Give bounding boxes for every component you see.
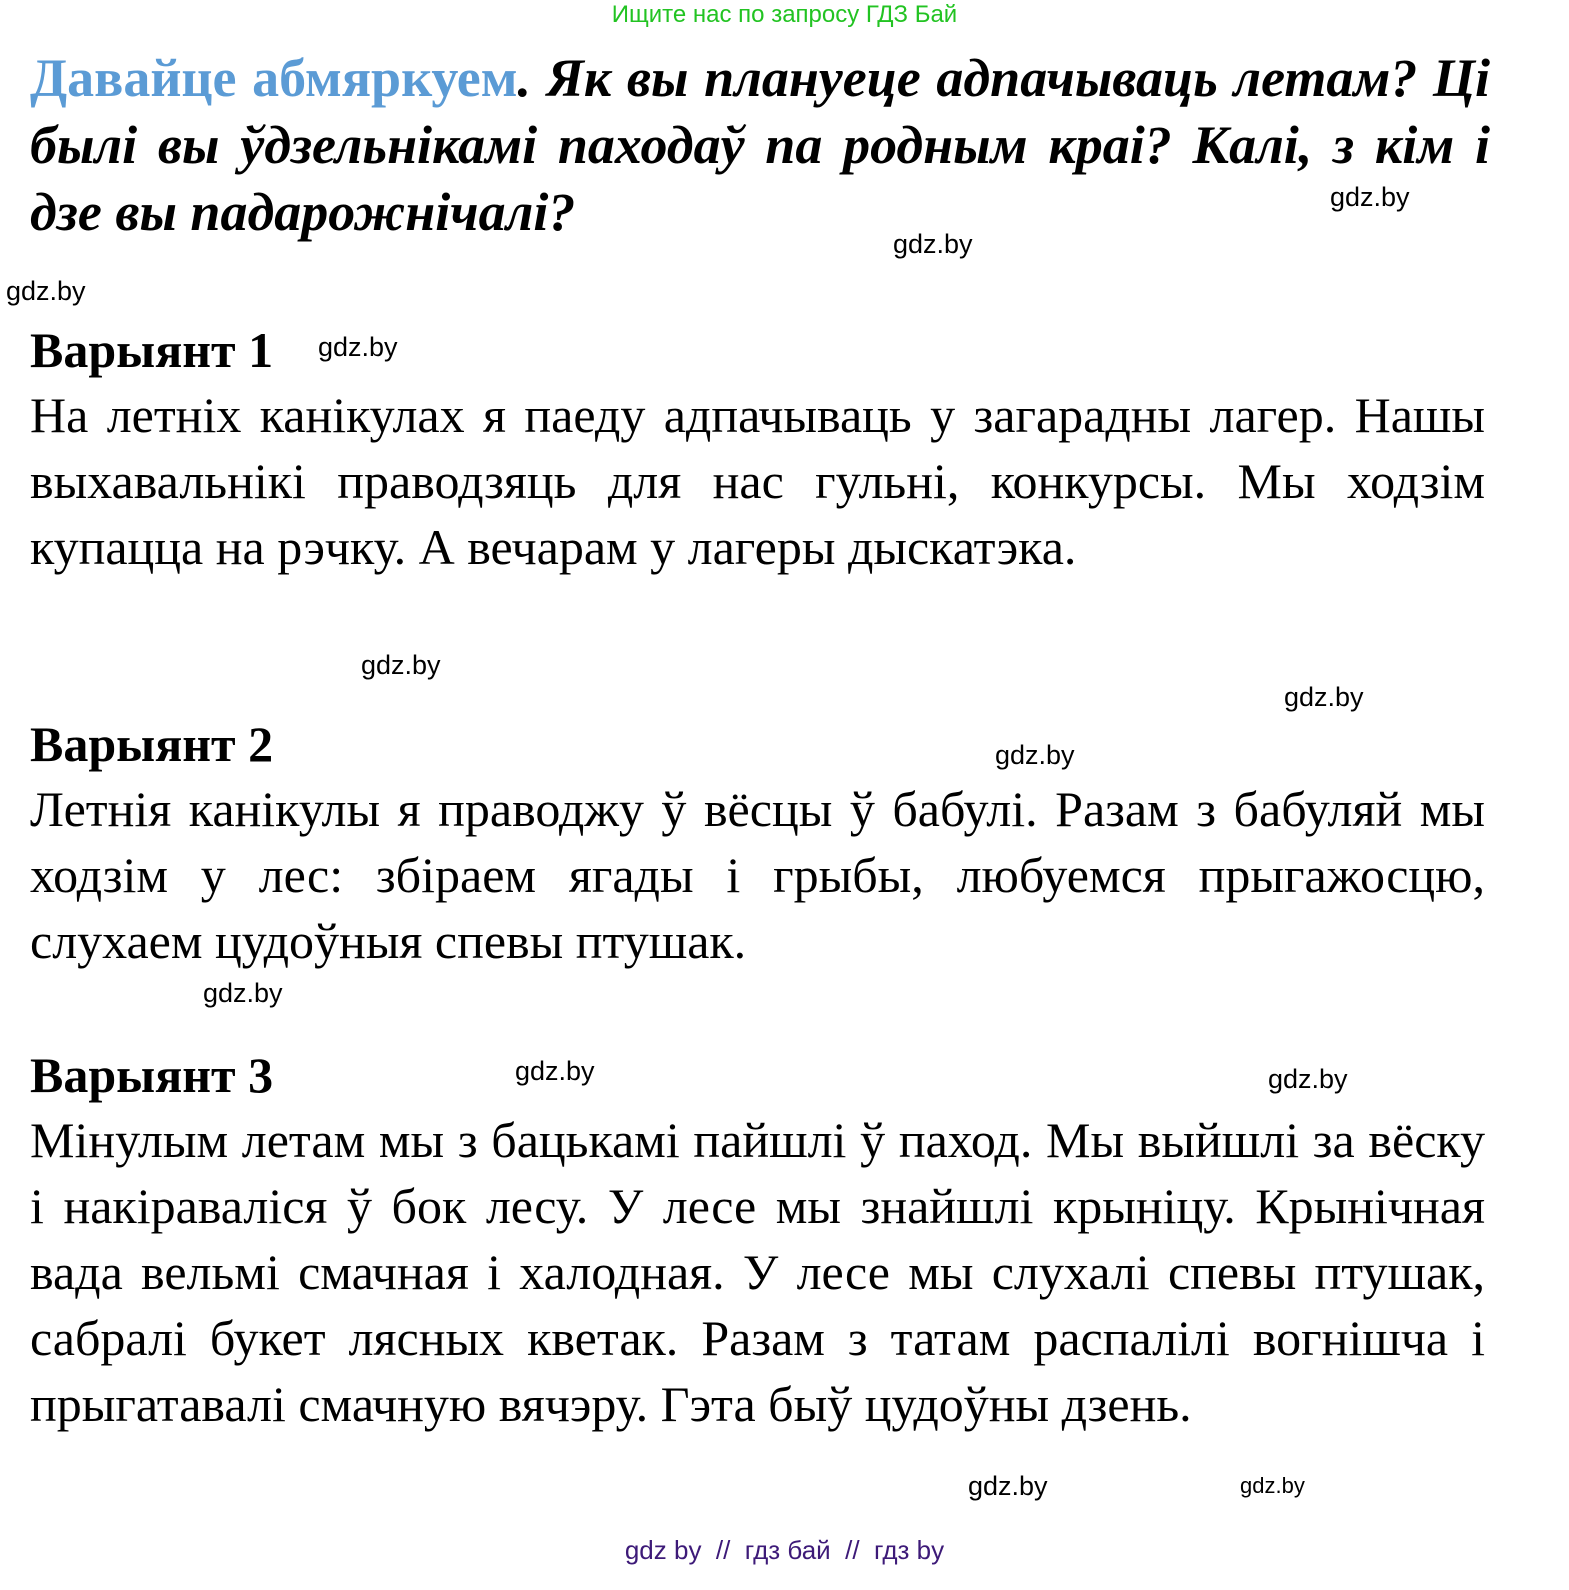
variant-title: Варыянт 1 [30,322,274,378]
variant-text: Летнія канікулы я праводжу ў вёсцы ў бабулі. Разам з бабуляй мы ходзім у лес: збіраем ягады і грыбы, любуемся прыгажосцю, слухаем цудоўныя спевы птушак. [30,781,1485,969]
variant-title: Варыянт 3 [30,1047,274,1103]
variant-2 [30,712,1485,974]
top-banner: Ищите нас по запросу ГДЗ Бай [611,1,958,28]
watermark: gdz.by [1330,182,1410,212]
watermark: gdz.by [893,229,973,259]
watermark: gdz.by [1268,1064,1348,1094]
watermark: gdz.by [6,276,86,306]
watermark: gdz.by [1284,682,1364,712]
watermark: gdz.by [1240,1473,1305,1498]
watermark: gdz.by [361,650,441,680]
watermark: gdz.by [203,978,283,1008]
footer-links: gdz by // гдз бай // гдз by [624,1535,945,1565]
variant-3 [30,1043,1485,1437]
watermark: gdz.by [318,332,398,362]
watermark: gdz.by [995,740,1075,770]
question-text: . Як вы плануеце адпачываць летам? Ці былі вы ўдзельнікамі паходаў па родным краі? Калі, з кім і дзе вы падарожнічалі? [30,48,1490,242]
question-lead: Давайце абмяркуем [30,48,518,108]
watermark: gdz.by [515,1056,595,1086]
variant-text: Мінулым летам мы з бацькамі пайшлі ў паход. Мы выйшлі за вёску і накіраваліся ў бок лесу. У лесе мы знайшлі крыніцу. Крынічная вада вельмі смачная і халодная. У лесе мы слухалі спевы птушак, сабралі букет лясных кветак. Разам з татам распалілі вогнішча і прыгатавалі смачную вячэру. Гэта быў цудоўны дзень. [30,1112,1485,1432]
variant-1 [30,318,1485,580]
variant-title: Варыянт 2 [30,716,274,772]
discussion-question [30,45,1490,246]
variant-text: На летніх канікулах я паеду адпачываць у загарадны лагер. Нашы выхавальнікі праводзяць для нас гульні, конкурсы. Мы ходзім купацца на рэчку. А вечарам у лагеры дыскатэка. [30,387,1485,575]
watermark: gdz.by [968,1471,1048,1501]
